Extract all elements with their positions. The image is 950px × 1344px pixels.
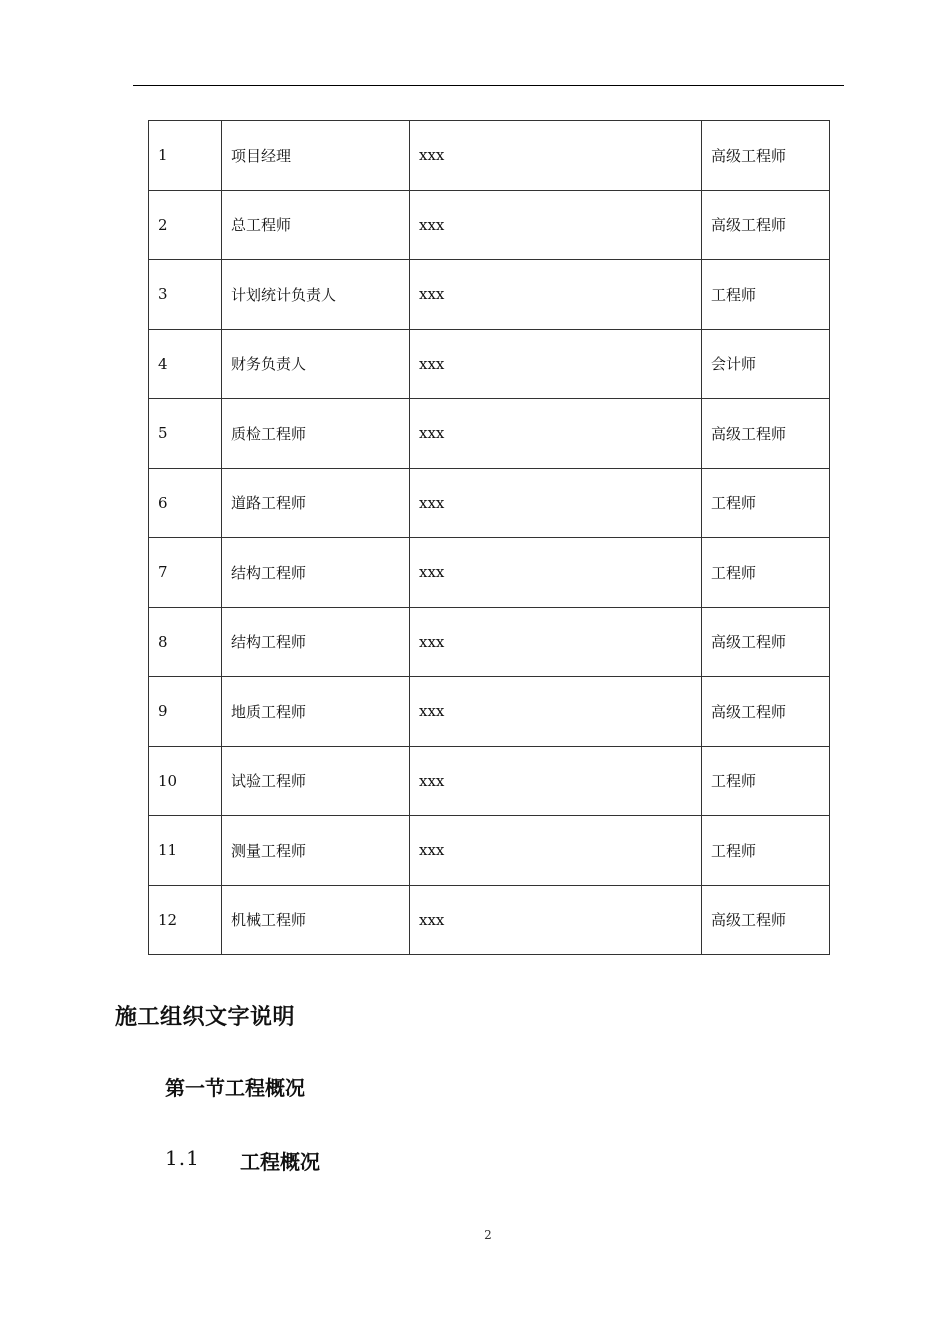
name-cell: xxx	[410, 538, 702, 608]
staff-table	[148, 120, 830, 955]
subsection-heading	[165, 1146, 320, 1175]
staff-table-body	[149, 121, 830, 955]
title-cell: 工程师	[702, 260, 830, 330]
row-number-cell: 11	[149, 816, 222, 886]
table-row	[149, 190, 830, 260]
title-cell: 高级工程师	[702, 677, 830, 747]
row-number-cell: 2	[149, 190, 222, 260]
chapter-heading: 第一节工程概况	[165, 1076, 305, 1100]
role-cell: 试验工程师	[222, 746, 410, 816]
title-cell: 会计师	[702, 329, 830, 399]
row-number-cell: 9	[149, 677, 222, 747]
table-row	[149, 746, 830, 816]
row-number-cell: 10	[149, 746, 222, 816]
role-cell: 测量工程师	[222, 816, 410, 886]
name-cell: xxx	[410, 121, 702, 191]
table-row	[149, 468, 830, 538]
name-cell: xxx	[410, 607, 702, 677]
row-number-cell: 7	[149, 538, 222, 608]
role-cell: 机械工程师	[222, 885, 410, 955]
subsection-title: 工程概况	[240, 1150, 320, 1174]
page-number: 2	[484, 1228, 492, 1242]
name-cell: xxx	[410, 329, 702, 399]
name-cell: xxx	[410, 816, 702, 886]
role-cell: 结构工程师	[222, 538, 410, 608]
role-cell: 结构工程师	[222, 607, 410, 677]
title-cell: 高级工程师	[702, 121, 830, 191]
title-cell: 工程师	[702, 816, 830, 886]
table-row	[149, 885, 830, 955]
name-cell: xxx	[410, 260, 702, 330]
row-number-cell: 12	[149, 885, 222, 955]
role-cell: 项目经理	[222, 121, 410, 191]
title-cell: 高级工程师	[702, 885, 830, 955]
title-cell: 工程师	[702, 746, 830, 816]
table-row	[149, 607, 830, 677]
role-cell: 计划统计负责人	[222, 260, 410, 330]
row-number-cell: 5	[149, 399, 222, 469]
role-cell: 质检工程师	[222, 399, 410, 469]
table-row	[149, 538, 830, 608]
table-row	[149, 816, 830, 886]
role-cell: 财务负责人	[222, 329, 410, 399]
table-row	[149, 399, 830, 469]
subsection-number: 1.1	[165, 1146, 200, 1170]
table-row	[149, 260, 830, 330]
header-rule	[133, 85, 844, 86]
table-row	[149, 329, 830, 399]
section-heading: 施工组织文字说明	[115, 1004, 296, 1030]
row-number-cell: 4	[149, 329, 222, 399]
role-cell: 道路工程师	[222, 468, 410, 538]
row-number-cell: 6	[149, 468, 222, 538]
row-number-cell: 3	[149, 260, 222, 330]
title-cell: 高级工程师	[702, 190, 830, 260]
role-cell: 地质工程师	[222, 677, 410, 747]
title-cell: 高级工程师	[702, 607, 830, 677]
name-cell: xxx	[410, 399, 702, 469]
name-cell: xxx	[410, 885, 702, 955]
name-cell: xxx	[410, 677, 702, 747]
table-row	[149, 121, 830, 191]
name-cell: xxx	[410, 468, 702, 538]
title-cell: 工程师	[702, 538, 830, 608]
row-number-cell: 1	[149, 121, 222, 191]
role-cell: 总工程师	[222, 190, 410, 260]
name-cell: xxx	[410, 746, 702, 816]
name-cell: xxx	[410, 190, 702, 260]
row-number-cell: 8	[149, 607, 222, 677]
title-cell: 工程师	[702, 468, 830, 538]
table-row	[149, 677, 830, 747]
title-cell: 高级工程师	[702, 399, 830, 469]
